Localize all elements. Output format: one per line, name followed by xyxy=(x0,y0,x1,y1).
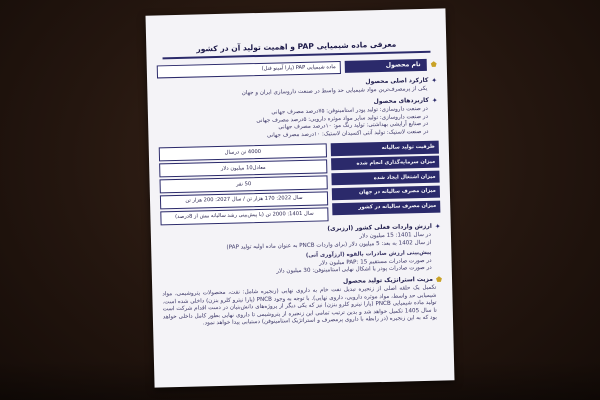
product-name-value: ماده شیمیایی PAP (پارا آمینو فنل) xyxy=(157,61,341,79)
uses-heading-text: کاربردهای محصول xyxy=(373,97,429,106)
uses-section xyxy=(158,96,439,142)
capacity-value: سال 2022: 170 هزار تن / سال 2027: 200 هزار تن xyxy=(160,192,328,209)
star-bullet-icon: ✦ xyxy=(431,96,438,105)
exports-section xyxy=(161,250,441,279)
use-item: در صنعت داروسازی: تولید پودر استامینوفن: ۷۵درصد مصرف جهانی xyxy=(271,106,428,116)
capacity-label: میزان مصرف سالیانه در جهان xyxy=(332,185,440,200)
pentagon-bullet-icon: ⬟ xyxy=(430,60,437,69)
capacity-label: ظرفیت تولید سالیانه xyxy=(331,141,439,156)
exports-line: در صورت صادرات پودر یا اشکال نهایی استامینوفن: 30 میلیون دلار xyxy=(276,265,432,275)
function-heading-text: کارکرد اصلی محصول xyxy=(365,77,429,86)
star-bullet-icon: ✦ xyxy=(434,222,441,231)
pentagon-bullet-icon: ⬟ xyxy=(435,275,443,284)
imports-heading-text: ارزش واردات فعلی کشور (ارزبری) xyxy=(327,223,432,233)
imports-line: در سال 1401: 15 میلیون دلار xyxy=(359,231,432,240)
exports-line: در صورت صادرات مستقیم PAP: 15 میلیون دلار xyxy=(319,257,432,267)
use-item: در صنعت لاستیک: تولید آنتی اکسیدان لاستیک: ۱۰درصد مصرف جهانی xyxy=(266,128,429,139)
capacity-labels xyxy=(331,141,441,221)
capacity-label: میزان سرمایه‌گذاری انجام شده xyxy=(331,156,439,171)
product-name-row xyxy=(157,58,437,78)
capacity-value: معادل10 میلیون دلار xyxy=(159,160,327,177)
capacity-label: میزان مصرف سالیانه در کشور xyxy=(332,200,440,215)
capacity-value: 50 نفر xyxy=(160,176,328,193)
capacity-value: 4000 تن درسال xyxy=(159,144,327,161)
star-bullet-icon: ✦ xyxy=(431,76,438,85)
capacity-table xyxy=(159,141,441,225)
imports-section xyxy=(161,222,442,253)
strategic-heading-text: مزیت استراتژیک تولید محصول xyxy=(342,276,434,286)
use-item: در صنعت داروسازی: تولید سایر مواد موثره دارویی: ۵درصد مصرف جهانی xyxy=(256,113,429,124)
capacity-label: میزان اشتغال ایجاد شده xyxy=(331,171,439,186)
imports-line: از سال 1402 به بعد: 5 میلیون دلار (برای واردات PNCB به عنوان ماده اولیه تولید PAP) xyxy=(226,239,432,251)
capacity-value: سال 1401: 2000 تن (با پیش‌بینی رشد سالیانه بیش از 8درصد) xyxy=(160,208,328,225)
capacity-values xyxy=(159,144,329,225)
product-name-label: نام محصول xyxy=(345,59,427,73)
strategic-section xyxy=(162,275,443,329)
use-item: در صنایع آرایشی بهداشتی: تولید رنگ مو: ۱۰درصد مصرف جهانی xyxy=(278,121,429,131)
function-text: یکی از پرمصرف‌ترین مواد شیمیایی حد واسط در صنعت داروسازی ایران و جهان xyxy=(241,86,428,97)
strategic-text: تکمیل یک حلقه اصلی از زنجیره تبدیل نفت خام به داروی نهایی (زنجیره شامل: نفت، محصولات پتروشیمی، مواد شیمیایی حد واسط، مواد موثره دارویی، داروی نهایی). با توجه به وجود PNCB (پارا نیترو کلرو بنزن) داخلی شده است. تولید ماده شیمیایی PNCB (پارا نیترو کلرو بنزن) نیز که یکی دیگر از پروژه‌های دانش‌بنیان در دست اقدام شرکت است تا سال 1405 تکمیل خواهد شد و بدین ترتیب تمامی این زنجیره از پتروشیمی تا داروی نهایی بطور کامل داخلی خواهد بود که به این زنجیره (در رابطه با داروی پرمصرف و استراتژیک استامینوفن) دستیابی پیدا خواهد نمود. xyxy=(162,284,438,327)
flyer-sheet xyxy=(146,8,455,387)
exports-heading: پیش‌بینی ارزش صادرات بالقوه (ارزآوری آتی) xyxy=(305,249,432,260)
document-title: معرفی ماده شیمیایی PAP و اهمیت تولید آن در کشور xyxy=(196,39,397,54)
